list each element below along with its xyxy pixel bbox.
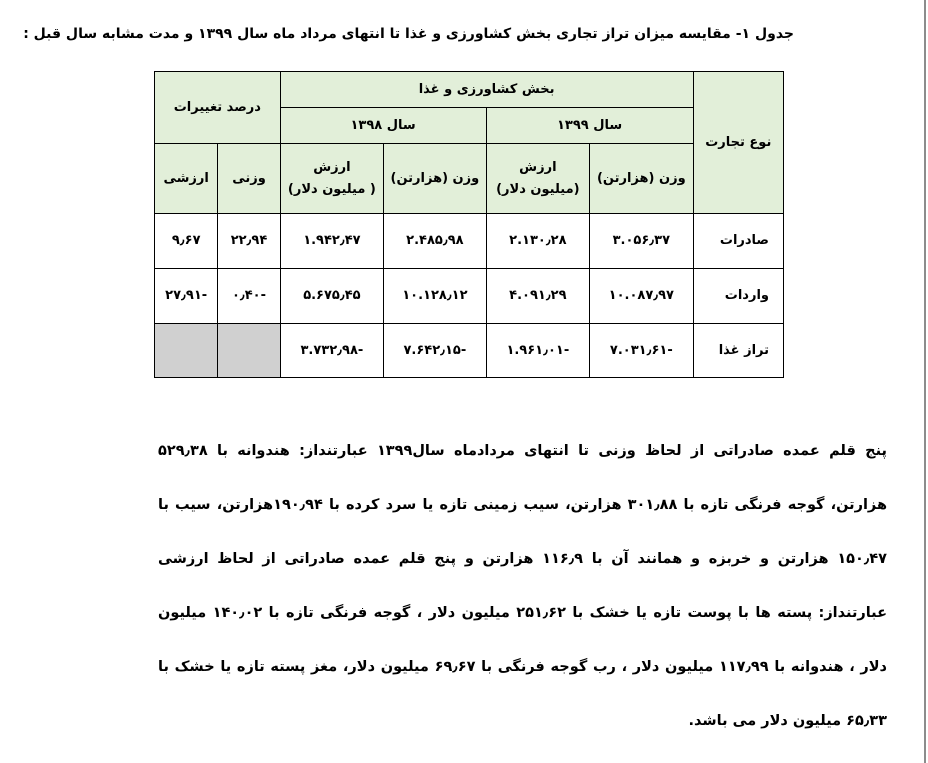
header-value-change: ارزشی bbox=[155, 144, 218, 214]
page-border bbox=[924, 0, 926, 763]
cell-balance-weight-1399: -۷.۰۳۱٫۶۱ bbox=[590, 324, 693, 378]
cell-balance-value-1398: -۳.۷۳۲٫۹۸ bbox=[280, 324, 384, 378]
row-label-imports: واردات bbox=[693, 269, 783, 324]
cell-exports-value-1399: ۲.۱۳۰٫۲۸ bbox=[486, 214, 589, 269]
cell-exports-weight-change: ۲۲٫۹۴ bbox=[218, 214, 280, 269]
cell-imports-weight-1399: ۱۰.۰۸۷٫۹۷ bbox=[590, 269, 693, 324]
row-label-food-balance: تراز غذا bbox=[693, 324, 783, 378]
cell-imports-value-1399: ۴.۰۹۱٫۲۹ bbox=[486, 269, 589, 324]
cell-balance-value-change-empty bbox=[155, 324, 218, 378]
header-weight-1398: وزن (هزارتن) bbox=[384, 144, 486, 214]
body-paragraph: پنج قلم عمده صادراتی از لحاظ وزنی تا انتهای مردادماه سال۱۳۹۹ عبارتنداز: هندوانه با ۵۲۹٫۳۸ هزارتن، گوجه فرنگی تازه با ۳۰۱٫۸۸ هزارتن، سیب زمینی تازه یا سرد کرده با ۱۹۰٫۹۴هزارتن، سیب با ۱۵۰٫۴۷ هزارتن و خربزه و همانند آن با ۱۱۶٫۹ هزارتن و پنج قلم عمده صادراتی از لحاظ ارزشی عبارتنداز: پسته ها با پوست تازه یا خشک با ۲۵۱٫۶۲ میلیون دلار ، گوجه فرنگی تازه با ۱۴۰٫۰۲ میلیون دلار ، هندوانه با ۱۱۷٫۹۹ میلیون دلار ، رب گوجه فرنگی با ۶۹٫۶۷ میلیون دلار، مغز پسته تازه یا خشک با ۶۵٫۳۳ میلیون دلار می باشد. bbox=[158, 443, 888, 729]
header-year-1399: سال ۱۳۹۹ bbox=[486, 108, 693, 144]
header-value-1399 bbox=[486, 144, 589, 214]
cell-balance-value-1399: -۱.۹۶۱٫۰۱ bbox=[486, 324, 589, 378]
cell-exports-value-1398: ۱.۹۴۲٫۴۷ bbox=[280, 214, 384, 269]
cell-exports-weight-1398: ۲.۴۸۵٫۹۸ bbox=[384, 214, 486, 269]
row-label-exports: صادرات bbox=[693, 214, 783, 269]
header-year-1398: سال ۱۳۹۸ bbox=[280, 108, 486, 144]
header-value-1398 bbox=[280, 144, 384, 214]
cell-imports-value-1398: ۵.۶۷۵٫۴۵ bbox=[280, 269, 384, 324]
header-sector: بخش کشاورزی و غذا bbox=[280, 72, 693, 108]
header-value-1398-line2: ( میلیون دلار) bbox=[287, 181, 376, 197]
header-percent-change: درصد تغییرات bbox=[155, 72, 281, 144]
header-value-1399-line1: ارزش bbox=[519, 159, 557, 175]
trade-balance-table bbox=[154, 71, 784, 378]
cell-imports-value-change: -۲۷٫۹۱ bbox=[155, 269, 218, 324]
cell-balance-weight-1398: -۷.۶۴۲٫۱۵ bbox=[384, 324, 486, 378]
header-value-1398-line1: ارزش bbox=[313, 159, 351, 175]
cell-balance-weight-change-empty bbox=[218, 324, 280, 378]
table-caption: جدول ۱- مقایسه میزان تراز تجاری بخش کشاورزی و غذا تا انتهای مرداد ماه سال ۱۳۹۹ و مدت مشابه سال قبل : bbox=[23, 26, 794, 42]
header-trade-type: نوع تجارت bbox=[693, 72, 783, 214]
cell-exports-weight-1399: ۳.۰۵۶٫۳۷ bbox=[590, 214, 693, 269]
header-weight-change: وزنی bbox=[218, 144, 280, 214]
cell-exports-value-change: ۹٫۶۷ bbox=[155, 214, 218, 269]
header-weight-1399: وزن (هزارتن) bbox=[590, 144, 693, 214]
header-value-1399-line2: (میلیون دلار) bbox=[496, 181, 580, 197]
cell-imports-weight-change: -۰٫۴۰ bbox=[218, 269, 280, 324]
cell-imports-weight-1398: ۱۰.۱۲۸٫۱۲ bbox=[384, 269, 486, 324]
